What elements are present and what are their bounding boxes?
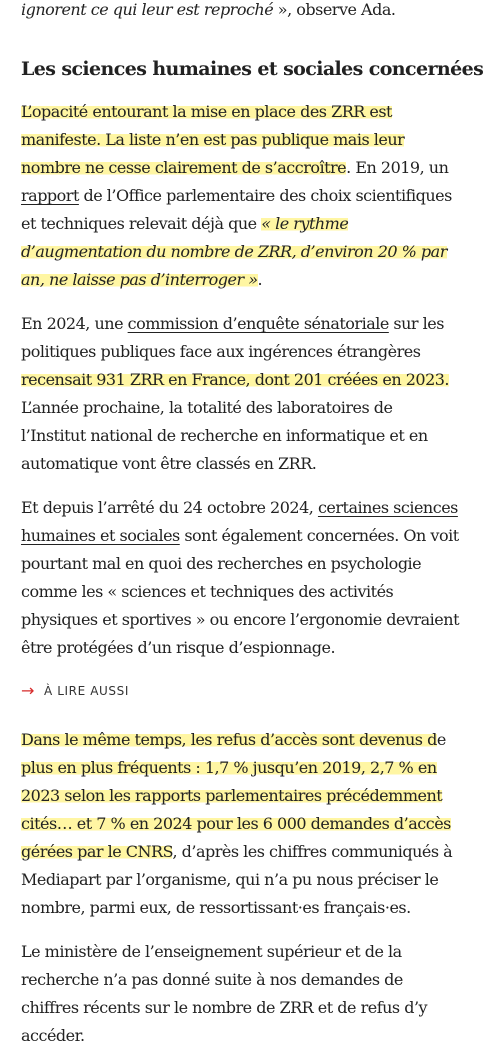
paragraph-opacity: L’opacité entourant la mise en place des ZRR est manifeste. La liste n’en est pas publique mais leur nombre ne cesse clairement de s’accroître. En 2019, un rapport de l’Office parlementaire des choix scientifiques et techniques relevait déjà que « le rythme d’augmentation du nombre de ZRR, d’environ 20 % par an, ne laisse pas d’interroger ».: [21, 102, 452, 289]
link-commission-enquete[interactable]: commission d’enquête sénatoriale: [127, 314, 389, 333]
see-also-label: À LIRE AUSSI: [44, 684, 129, 698]
highlight: cités… et 7 % en 2024 pour les 6 000 demandes d’accès: [21, 814, 451, 833]
paragraph-ministere: Le ministère de l’enseignement supérieur et de la recherche n’a pas donné suite à nos demandes de chiffres récents sur le nombre de ZRR et de refus d’y accéder.: [21, 942, 428, 1045]
highlight: recensait 931 ZRR en France, dont 201 créées en 2023.: [21, 370, 450, 389]
highlight: gérées par le CNRS: [21, 842, 173, 861]
highlight: Dans le même temps, les refus d’accès sont devenus d: [21, 730, 437, 749]
paragraph-refus: Dans le même temps, les refus d’accès sont devenus de plus en plus fréquents : 1,7 % jusqu’en 2019, 2,7 % en 2023 selon les rapports parlementaires précédemment cités… et 7 % en 2024 pour les 6 000 demandes d’accès gérées par le CNRS, d’après les chiffres communiqués à Mediapart par l’organisme, qui n’a pu nous préciser le nombre, parmi eux, de ressortissant·es français·es.: [21, 730, 453, 917]
highlight: L’opacité entourant la mise en place des ZRR est: [21, 102, 392, 121]
highlight-quote: an, ne laisse pas d’interroger »: [21, 270, 258, 289]
highlight-quote: d’augmentation du nombre de ZRR, d’environ 20 % par: [21, 242, 447, 261]
quote-italic: ignorent ce qui leur est reproché: [21, 0, 274, 19]
paragraph-quote-end: [21, 0, 461, 24]
see-also-link[interactable]: [21, 680, 129, 702]
paragraph-senate: En 2024, une commission d’enquête sénatoriale sur les politiques publiques face aux ingérences étrangères recensait 931 ZRR en France, dont 201 créées en 2023. L’année prochaine, la totalité des laboratoires de l’Institut national de recherche en informatique et en automatique vont être classés en ZRR.: [21, 314, 450, 473]
highlight: manifeste. La liste n’en est pas publique mais leur: [21, 130, 405, 149]
highlight: 2023 selon les rapports parlementaires précédemment: [21, 786, 443, 805]
highlight: plus en plus fréquents : 1,7 % jusqu’en 2019, 2,7 % en: [21, 758, 437, 777]
link-sciences-humaines[interactable]: humaines et sociales: [21, 526, 180, 545]
text-line: ignorent ce qui leur est reproché », observe Ada.: [21, 0, 396, 19]
link-rapport[interactable]: rapport: [21, 186, 79, 205]
highlight-quote: « le rythme: [261, 214, 349, 233]
link-sciences-humaines[interactable]: certaines sciences: [317, 498, 458, 517]
paragraph-arrete: Et depuis l’arrêté du 24 octobre 2024, certaines sciences humaines et sociales sont également concernées. On voit pourtant mal en quoi des recherches en psychologie comme les « sciences et techniques des activités physiques et sportives » ou encore l’ergonomie devraient être protégées d’un risque d’espionnage.: [21, 498, 459, 657]
section-heading: Les sciences humaines et sociales concernées: [21, 58, 483, 80]
highlight: nombre ne cesse clairement de s’accroître: [21, 158, 347, 177]
arrow-right-icon: →: [21, 681, 36, 700]
